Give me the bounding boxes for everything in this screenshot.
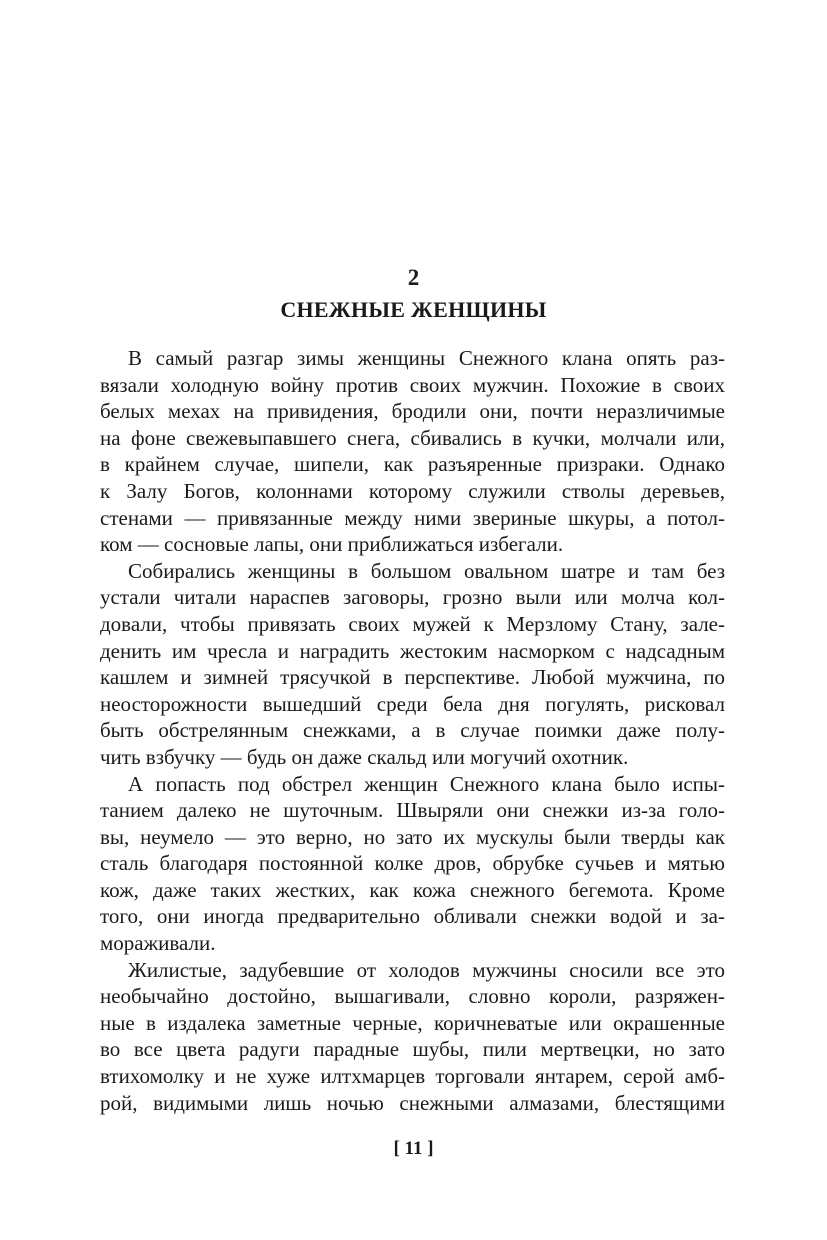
text-line: Собирались женщины в большом овальном шатре и там без (128, 558, 725, 583)
text-line: танием далеко не шуточным. Швыряли они снежки из-за голо- (100, 798, 725, 823)
page-number: [ 11 ] (393, 1138, 434, 1159)
text-line: чить взбучку — будь он даже скальд или могучий охотник. (100, 744, 629, 769)
text-line: стенами — привязанные между ними звериные шкуры, а потол- (100, 505, 725, 530)
text-line: того, они иногда предварительно обливали снежки водой и за- (100, 904, 725, 929)
text-line: ные в издалека заметные черные, коричневатые или окрашенные (100, 1010, 725, 1035)
text-line: быть обстрелянным снежками, а в случае поимки даже полу- (100, 718, 725, 743)
text-line: мораживали. (100, 931, 216, 956)
text-line: на фоне свежевыпавшего снега, сбивались в кучки, молчали или, (100, 425, 725, 450)
text-line: А попасть под обстрел женщин Снежного клана было испы- (128, 771, 725, 796)
text-line: кож, даже таких жестких, как кожа снежного бегемота. Кроме (100, 877, 725, 902)
text-line: неосторожности вышедший среди бела дня погулять, рисковал (100, 691, 725, 716)
chapter-title: СНЕЖНЫЕ ЖЕНЩИНЫ (280, 297, 547, 322)
text-line: в крайнем случае, шипели, как разъяренные призраки. Однако (100, 452, 725, 477)
text-line: во все цвета радуги парадные шубы, пили мертвецки, но зато (100, 1037, 725, 1062)
text-line: В самый разгар зимы женщины Снежного клана опять раз- (128, 346, 725, 370)
chapter-number: 2 (407, 265, 420, 290)
body-text (100, 345, 725, 1116)
text-line: денить им чресла и наградить жестоким насморком с надсадным (100, 638, 725, 663)
text-line: втихомолку и не хуже илтхмарцев торговали янтарем, серой амб- (100, 1064, 725, 1089)
text-line: белых мехах на привидения, бродили они, почти неразличимые (100, 399, 725, 424)
text-line: вы, неумело — это верно, но зато их мускулы были тверды как (100, 824, 725, 849)
text-line: необычайно достойно, вышагивали, словно короли, разряжен- (100, 984, 725, 1009)
text-line: сталь благодаря постоянной колке дров, обрубке сучьев и мятью (100, 851, 725, 876)
text-line: кашлем и зимней трясучкой в перспективе. Любой мужчина, по (100, 665, 725, 690)
text-line: ком — сосновые лапы, они приближаться избегали. (100, 532, 564, 557)
text-line: рой, видимыми лишь ночью снежными алмазами, блестящими (100, 1090, 725, 1115)
text-line: к Залу Богов, колоннами которому служили стволы деревьев, (100, 478, 725, 503)
text-line: довали, чтобы привязать своих мужей к Мерзлому Стану, зале- (100, 611, 725, 636)
text-line: устали читали нараспев заговоры, грозно выли или молча кол- (100, 585, 725, 610)
text-line: Жилистые, задубевшие от холодов мужчины сносили все это (128, 957, 725, 982)
text-line: вязали холодную войну против своих мужчин. Похожие в своих (100, 372, 725, 397)
